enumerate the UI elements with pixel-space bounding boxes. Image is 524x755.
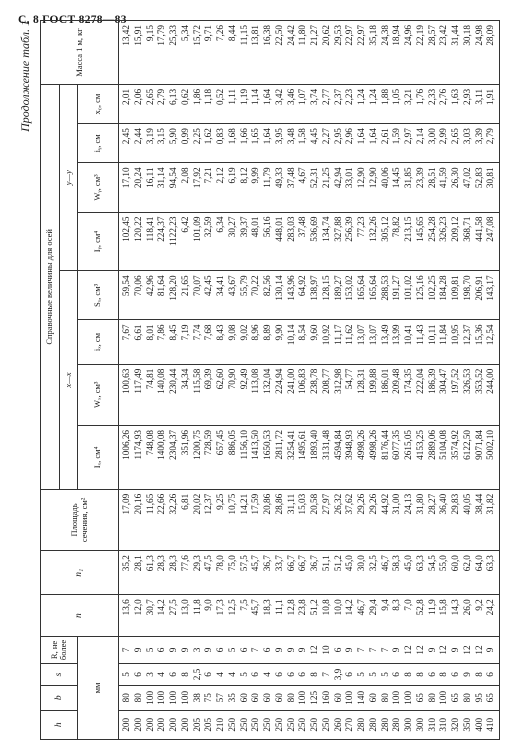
col-n-values: 13,6 12,0 30,7 14,2 27,5 13,0 11,8 9,0 17,3 12,5 7,5 45,7 18,3 11,1 12,8 23,8 51,2 10,8 10,0 14,2 46,7 29,4 9,4 8,3 7,0 52,8 11,9 15,8 14,3 26,0 9,2 24,2 [119, 595, 500, 637]
col-ix-radius-values: 7,67 6,61 8,01 7,86 8,45 7,19 7,74 7,68 8,43 9,08 9,02 8,96 8,89 9,90 10,14 8,54 9,60 10,92 11,17 11,62 13,07 13,07 13,49 13,99 10,41 11,43 10,11 11,84 10,95 12,37 15,36 12,54 [119, 320, 500, 364]
axis-xx-header: x—x [59, 271, 78, 489]
col-iy-moment-values: 102,45 120,22 118,41 224,37 1122,23 6,42 101,09 32,59 6,34 30,27 39,37 48,01 56,16 448,01 283,03 37,48 536,69 134,74 327,88 256,39 77,23 132,26 305,12 78,82 213,15 145,65 254,28 326,23 209,12 368,71 441,58 247,08 [119, 212, 500, 271]
col-area-header: Площадь сечения, см² [41, 489, 119, 550]
col-n1-values: 35,2 28,1 61,3 28,3 28,3 77,6 29,3 47,5 78,0 75,0 57,5 45,7 36,7 33,7 66,7 66,7 36,7 51,1 51,2 45,0 30,0 32,5 46,7 58,3 45,0 63,3 54,5 55,0 60,0 62,0 64,0 63,3 [119, 551, 500, 595]
col-r-values: 7 9 5 6 9 9 3 9 6 5 6 7 6 9 9 9 12 10 6 9 7 7 7 9 12 12 9 12 9 12 12 9 [119, 636, 500, 663]
rotated-table-area [18, 20, 514, 740]
col-wy-header: Wᵧ, см³ [78, 163, 119, 212]
data-table [40, 20, 500, 740]
col-h-values: 200 200 200 200 200 200 205 205 210 250 250 250 250 250 250 250 250 250 260 270 280 280 280 280 300 300 310 310 320 350 400 410 [119, 710, 500, 739]
col-mass-header: Масса 1 м, кг [41, 21, 119, 85]
col-r-header: R, не более [41, 636, 78, 663]
col-iy-radius-header: iᵧ, см [78, 124, 119, 163]
col-ix-radius-header: iₓ, см [78, 320, 119, 364]
col-iy-moment-header: Iᵧ, см⁴ [78, 212, 119, 271]
col-ix-moment-header: Iₓ, см⁴ [78, 425, 119, 489]
col-x0-values: 2,01 2,06 2,65 2,79 6,13 0,62 1,86 1,18 0,52 1,11 1,19 1,14 1,64 3,42 3,46 1,07 3,74 2,77 2,37 2,23 1,24 1,24 1,88 1,05 3,21 1,76 2,33 2,76 1,63 2,93 3,11 1,91 [119, 84, 500, 123]
page-header: С. 8 ГОСТ 8278—83 [18, 14, 127, 26]
col-wx-values: 100,63 117,49 74,81 140,08 230,44 34,34 115,58 69,39 62,60 70,90 92,49 113,08 132,04 224,94 241,00 106,83 238,78 208,77 312,98 54,77 128,31 199,88 186,01 209,48 174,35 222,04 186,39 304,47 197,52 326,53 353,52 244,00 [119, 364, 500, 425]
col-n1-header: n₁ [41, 551, 119, 595]
unit-mm-header: мм [78, 636, 119, 739]
col-sx-header: Sₓ, см³ [78, 271, 119, 320]
col-wx-header: Wₓ, см³ [78, 364, 119, 425]
col-s-values: 5 6 3 4 6 8 2,5 6 4 4 5 6 4 6 6 6 8 7 3,9 6 5 5 5 6 8 8 6 8 6 9 8 6 [119, 663, 500, 685]
col-iy-radius-values: 2,45 2,44 3,19 3,15 5,90 0,99 2,25 1,62 0,83 1,68 1,66 1,65 1,64 3,95 3,48 1,58 4,45 2,27 2,95 2,96 1,64 1,64 2,61 1,59 2,97 2,14 3,00 2,99 2,65 3,03 3,39 2,79 [119, 124, 500, 163]
col-mass-values: 13,42 15,91 9,15 17,79 25,33 5,34 15,72 9,71 7,26 8,44 11,15 13,81 16,38 22,50 24,42 11,80 21,27 20,62 29,53 22,97 22,97 35,18 24,38 18,94 24,96 22,19 28,57 23,42 31,44 30,18 24,98 28,09 [119, 21, 500, 85]
table-continuation-label: Продолжение табл. 1 [18, 20, 32, 132]
ref-values-header: Справочные величины для осей [41, 84, 60, 489]
col-b-header: b [41, 686, 78, 711]
col-s-header: s [41, 663, 78, 685]
col-n-header: n [41, 595, 119, 637]
col-b-values: 80 80 100 100 100 100 38 75 57 35 60 60 60 60 80 100 125 160 60 100 140 60 80 100 100 65 80 100 65 80 95 65 [119, 686, 500, 711]
table-row [119, 21, 500, 740]
col-area-values: 17,09 20,16 11,65 22,66 32,26 6,81 20,02 12,37 9,25 10,75 14,21 17,59 20,86 28,86 31,11 15,03 20,58 27,97 26,32 37,62 29,26 29,26 44,92 31,00 24,13 31,80 28,27 36,40 29,83 40,05 38,44 31,82 [119, 489, 500, 550]
col-ix-moment-values: 1006,26 1174,93 748,08 1400,08 2304,37 351,96 1200,75 728,59 657,45 886,05 1156,10 1413,50 1650,53 2811,72 3254,41 1495,61 1893,40 3131,48 4594,84 3948,93 4998,26 4998,26 8176,44 6077,35 2615,05 4153,25 2889,06 5104,08 3574,92 6122,50 9071,84 5002,10 [119, 425, 500, 489]
col-x0-header: x₀, см [78, 84, 119, 123]
axis-yy-header: y—y [59, 84, 78, 271]
col-wy-values: 17,10 20,24 16,11 31,14 94,54 2,08 17,92 7,21 2,12 6,19 8,12 9,99 11,79 49,33 37,48 4,67 52,31 21,25 42,94 33,01 12,90 12,90 40,06 14,45 31,85 23,39 28,51 41,59 26,30 47,02 52,83 30,81 [119, 163, 500, 212]
col-h-header: h [41, 710, 78, 739]
col-sx-values: 59,54 70,06 42,96 81,64 128,20 21,65 70,07 42,45 34,41 43,67 55,79 70,22 82,56 130,14 143,96 64,92 138,97 128,15 189,27 153,02 165,64 165,64 288,53 191,27 101,02 125,16 102,25 184,28 109,81 198,70 206,91 143,17 [119, 271, 500, 320]
